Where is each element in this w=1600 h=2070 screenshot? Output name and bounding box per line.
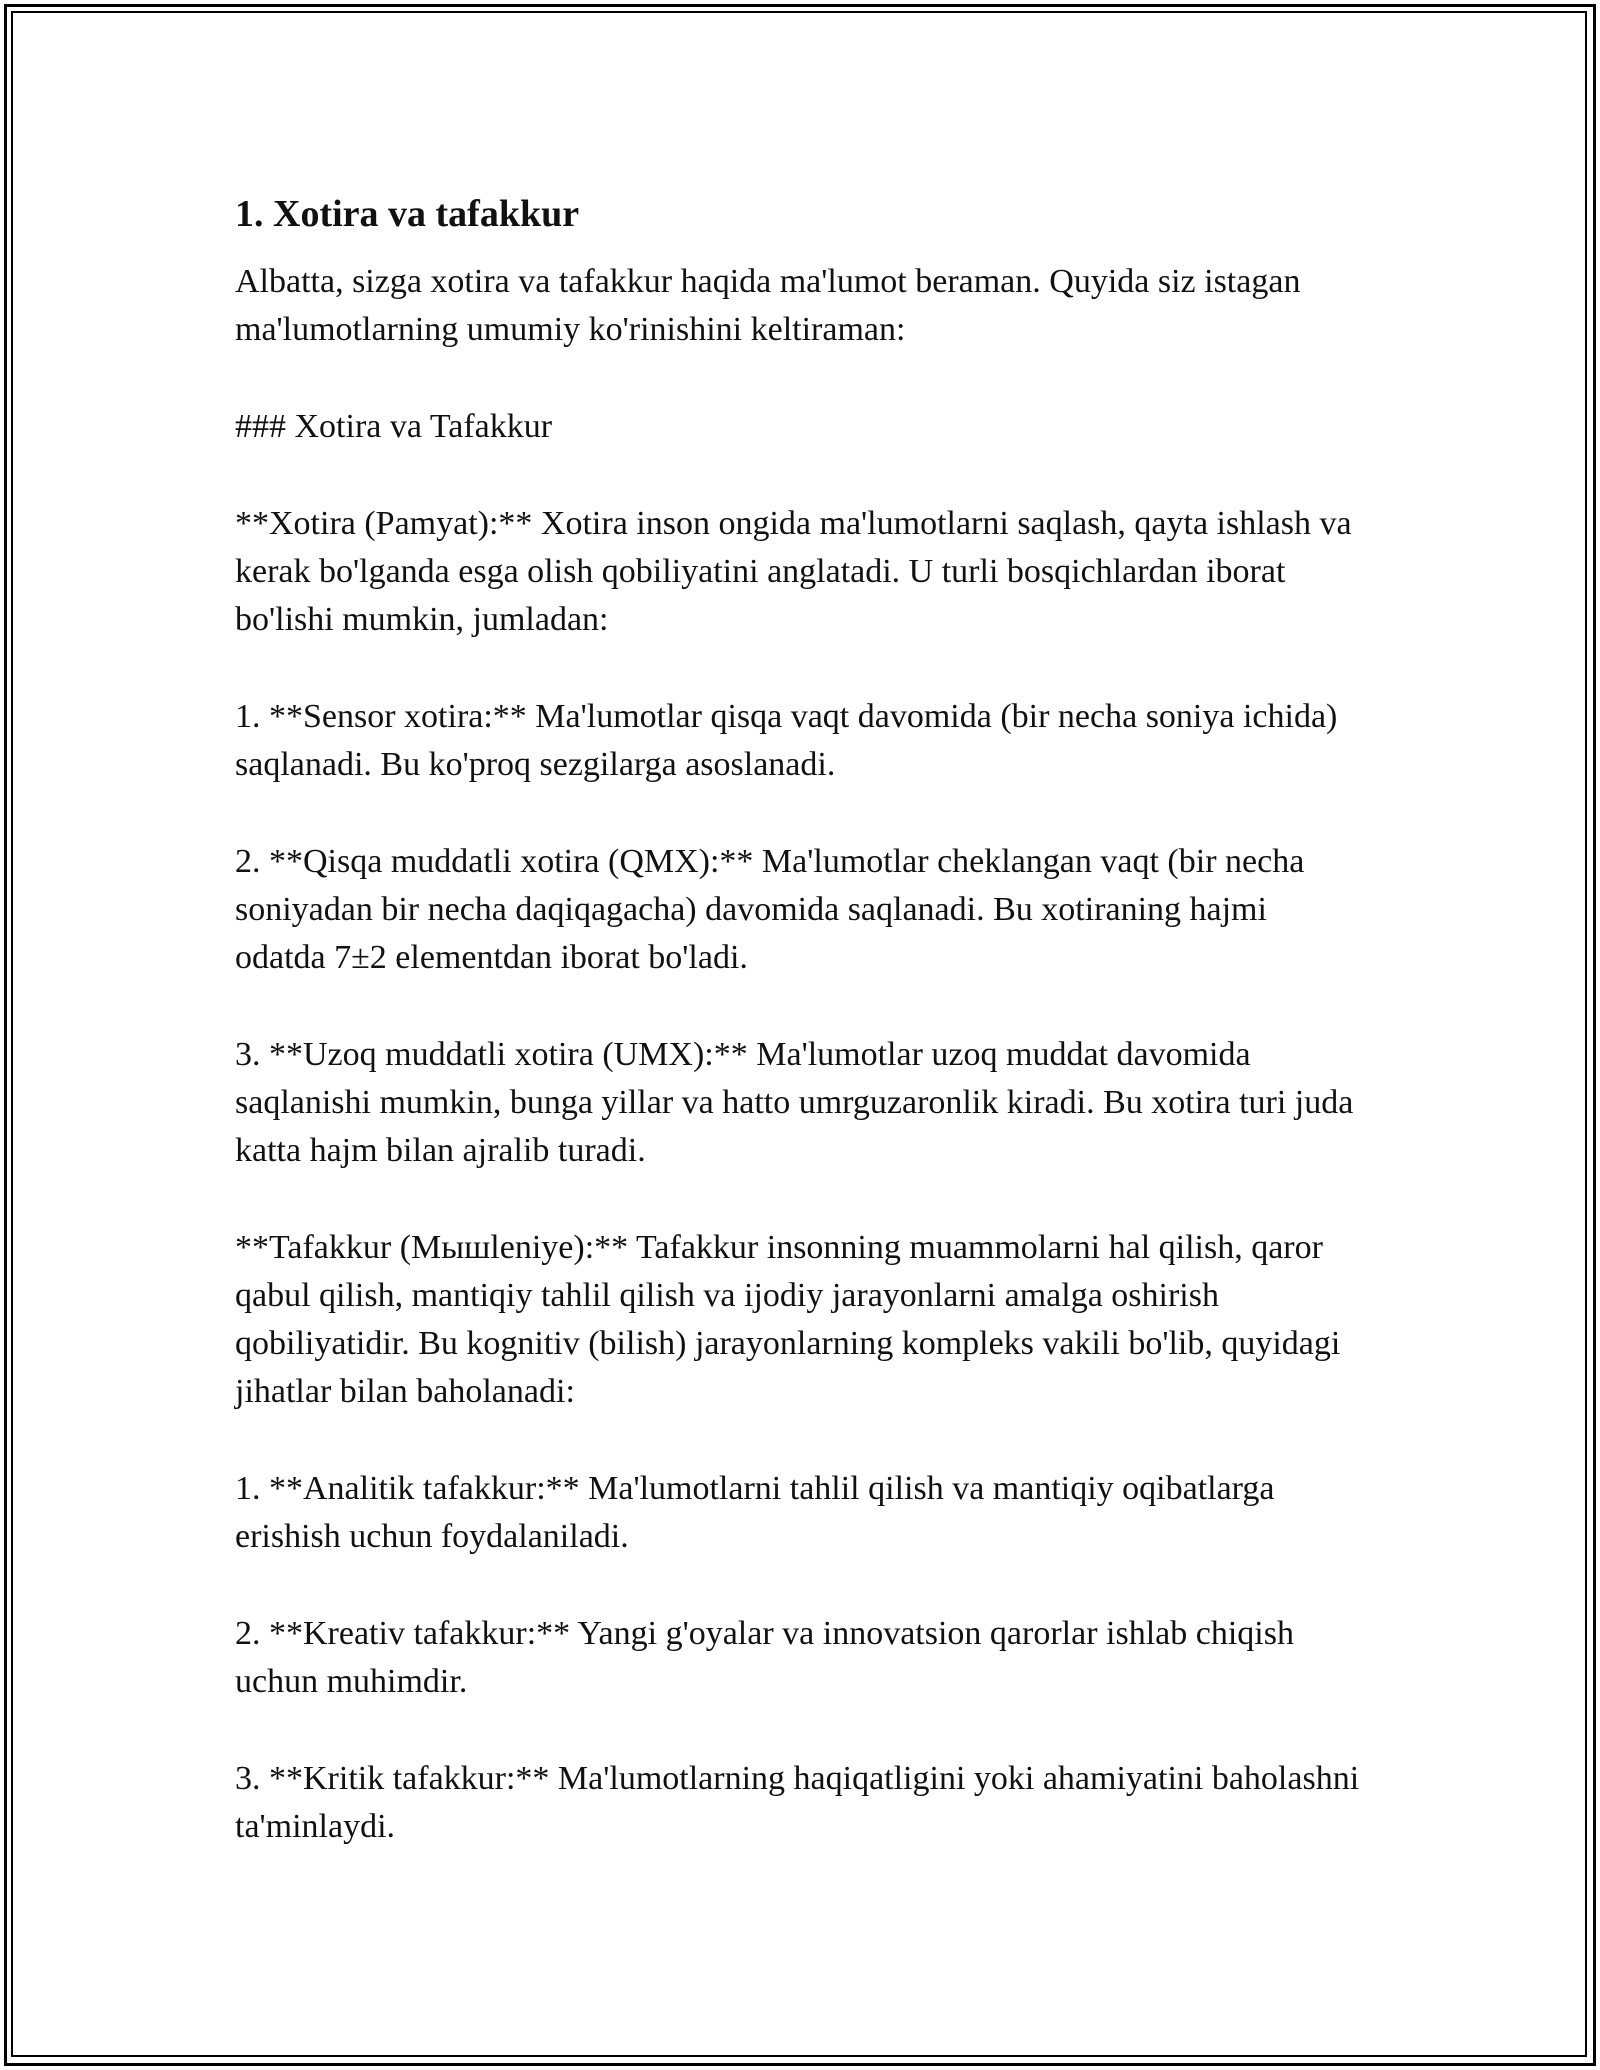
memory-item-short-term: 2. **Qisqa muddatli xotira (QMX):** Ma'lumotlar cheklangan vaqt (bir necha soniyadan bir necha daqiqagacha) davomida saqlanadi. Bu xotiraning hajmi odatda 7±2 elementdan iborat bo'ladi. (235, 843, 1305, 976)
thinking-item-analytic: 1. **Analitik tafakkur:** Ma'lumotlarni tahlil qilish va mantiqiy oqibatlarga erishish uchun foydalaniladi. (235, 1470, 1275, 1555)
document-title: 1. Xotira va tafakkur (235, 193, 580, 235)
thinking-item-creative: 2. **Kreativ tafakkur:** Yangi g'oyalar va innovatsion qarorlar ishlab chiqish uchun muhimdir. (235, 1615, 1294, 1700)
memory-item-long-term: 3. **Uzoq muddatli xotira (UMX):** Ma'lumotlar uzoq muddat davomida saqlanishi mumkin, bunga yillar va hatto umrguzaronlik kiradi. Bu xotira turi juda katta hajm bilan ajralib turadi. (235, 1036, 1354, 1169)
thinking-item-critical: 3. **Kritik tafakkur:** Ma'lumotlarning haqiqatligini yoki ahamiyatini baholashni ta'minlaydi. (235, 1760, 1360, 1845)
memory-item-sensor: 1. **Sensor xotira:** Ma'lumotlar qisqa vaqt davomida (bir necha soniya ichida) saqlanadi. Bu ko'proq sezgilarga asoslanadi. (235, 698, 1338, 783)
section-heading-markdown: ### Xotira va Tafakkur (235, 408, 553, 445)
document-body (235, 190, 1365, 1900)
memory-definition-paragraph: **Xotira (Pamyat):** Xotira inson ongida ma'lumotlarni saqlash, qayta ishlash va kerak bo'lganda esga olish qobiliyatini anglatadi. U turli bosqichlardan iborat bo'lishi mumkin, jumladan: (235, 505, 1352, 638)
thinking-definition-paragraph: **Tafakkur (Мышleniye):** Tafakkur insonning muammolarni hal qilish, qaror qabul qilish, mantiqiy tahlil qilish va ijodiy jarayonlarni amalga oshirish qobiliyatidir. Bu kognitiv (bilish) jarayonlarning kompleks vakili bo'lib, quyidagi jihatlar bilan baholanadi: (235, 1229, 1341, 1410)
intro-paragraph: Albatta, sizga xotira va tafakkur haqida ma'lumot beraman. Quyida siz istagan ma'lumotlarning umumiy ko'rinishini keltiraman: (235, 263, 1301, 348)
